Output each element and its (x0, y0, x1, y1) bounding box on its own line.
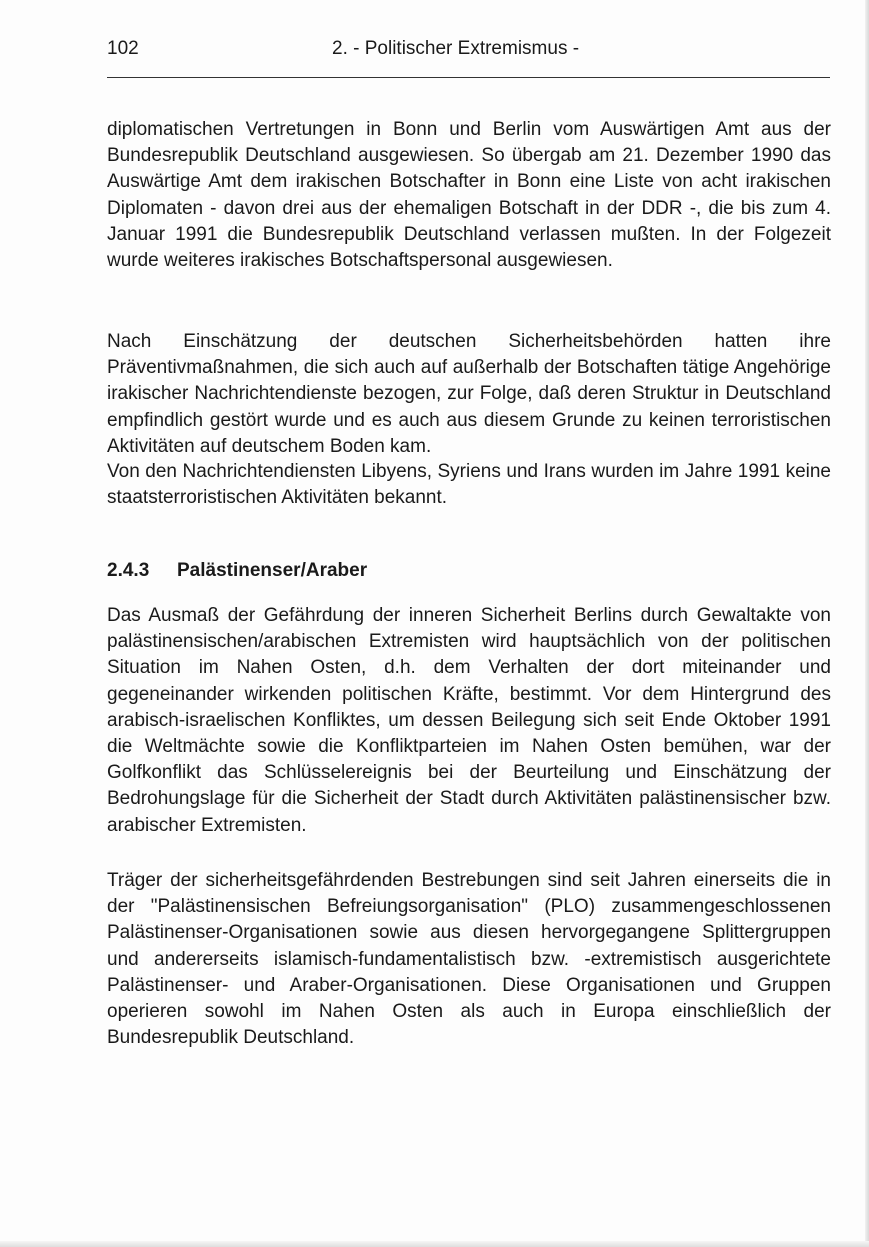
paragraph-organisations: Träger der sicherheitsgefährdenden Bestrebungen sind seit Jahren einerseits die in der "Palästinensischen Befreiungsorganisation" (PLO) zusammengeschlossenen Palästinenser-Organisationen sowie aus diesen hervorgegangene Splittergruppen und andererseits islamisch-fundamentalistisch bzw. -extremistisch ausgerichtete Palästinenser- und Araber-Organisationen. Diese Organisationen und Gruppen operieren sowohl im Nahen Osten als auch in Europa einschließlich der Bundesrepublik Deutschland. (107, 870, 831, 1049)
paragraph-threat-extent: Das Ausmaß der Gefährdung der inneren Sicherheit Berlins durch Gewaltakte von palästinensischen/arabischen Extremisten wird hauptsächlich von der politischen Situation im Nahen Osten, d.h. dem Verhalten der dort miteinander und gegeneinander wirkenden politischen Kräfte, bestimmt. Vor dem Hintergrund des arabisch-israelischen Konfliktes, um dessen Beilegung sich seit Ende Oktober 1991 die Weltmächte sowie die Konfliktparteien im Nahen Osten bemühen, war der Golfkonflikt das Schlüsselereignis bei der Beurteilung und Einschätzung der Bedrohungslage für die Sicherheit der Stadt durch Aktivitäten palästinensischer bzw. arabischer Extremisten. (107, 605, 831, 836)
running-title: 2. - Politischer Extremismus - (332, 38, 580, 59)
scan-edge-right (865, 0, 869, 1247)
paragraph-security-assessment: Nach Einschätzung der deutschen Sicherheitsbehörden hatten ihre Präventivmaßnahmen, die sich auch auf außerhalb der Botschaften tätige Angehörige irakischer Nachrichtendienste bezogen, zur Folge, daß deren Struktur in Deutschland empfindlich gestört wurde und es auch aus diesem Grunde zu keinen terroristischen Aktivitäten auf deutschem Boden kam. (107, 331, 831, 457)
page-header (107, 36, 830, 66)
section-heading (107, 560, 367, 582)
header-divider (107, 77, 830, 78)
paragraph-diplomats-expelled: diplomatischen Vertretungen in Bonn und Berlin vom Auswärtigen Amt aus der Bundesrepublik Deutschland ausgewiesen. So übergab am 21. Dezember 1990 das Auswärtige Amt dem irakischen Botschafter in Bonn eine Liste von acht irakischen Diplomaten - davon drei aus der ehemaligen Botschaft in der DDR -, die bis zum 4. Januar 1991 die Bundesrepublik Deutschland verlassen mußten. In der Folgezeit wurde weiteres irakisches Botschaftspersonal ausgewiesen. (107, 119, 831, 272)
section-title: Palästinenser/Araber (177, 560, 368, 581)
page-number: 102 (107, 38, 139, 59)
paragraph-other-intelligence: Von den Nachrichtendiensten Libyens, Syriens und Irans wurden im Jahre 1991 keine staatsterroristischen Aktivitäten bekannt. (107, 461, 831, 509)
scan-edge-bottom (0, 1241, 869, 1247)
section-number: 2.4.3 (107, 560, 150, 581)
